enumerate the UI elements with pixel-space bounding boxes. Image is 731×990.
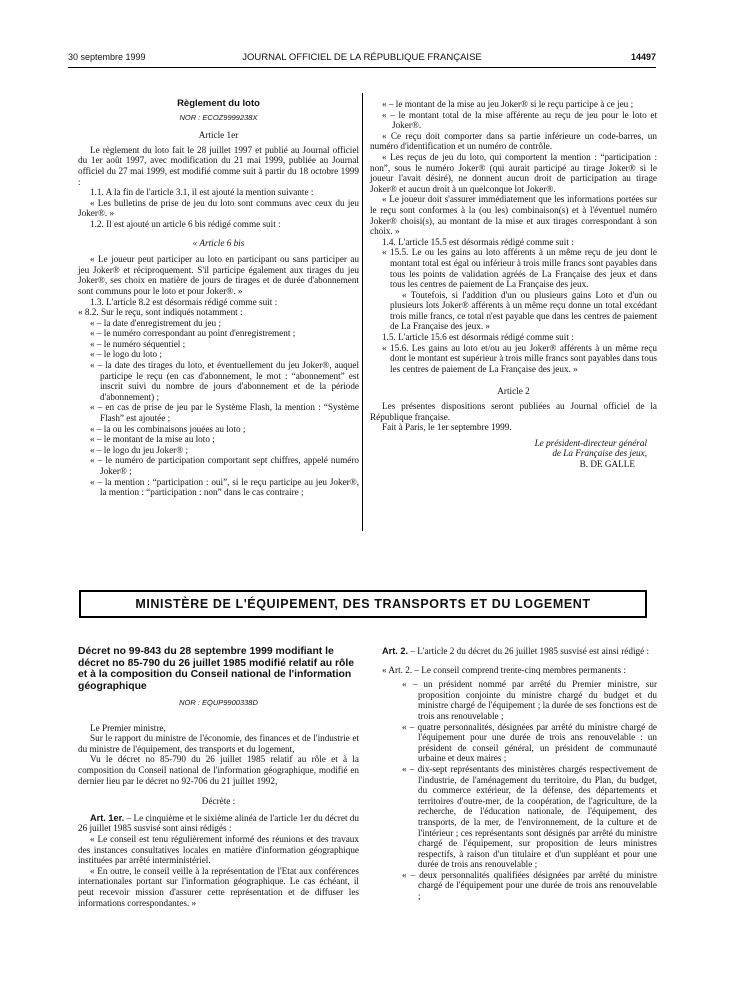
list-item: « – la ou les combinaisons jouées au loto ; — [90, 423, 246, 434]
member-item-text: – deux personnalités qualifiées désignées par arrêté du ministre chargé de l'équipement pour une durée de trois ans renouvelable ; — [410, 869, 658, 902]
loto-paragraph: 1.3. L'article 8.2 est désormais rédigé comme suit : — [90, 296, 278, 307]
article-2-quote: « Art. 2. – Le conseil comprend trente-cinq membres permanents : — [382, 664, 626, 675]
decret-right-column — [370, 646, 657, 902]
article-15-5-cont: « Toutefois, si l'addition d'un ou plusieurs gains Loto et d'un ou plusieurs lots Joker® afférents à un même reçu donne un total excédant trois mille francs, ce total n'est payable que dans les centres de paiement de La Française des jeux. » — [390, 289, 657, 332]
loto-title: Règlement du loto — [177, 98, 260, 109]
list-item: « – la mention : “participation : oui”, si le reçu participe au jeu Joker®, la mention : “participation : non” dans le cas contraire ; — [90, 476, 359, 498]
list-item: « – le montant de la mise au loto ; — [90, 434, 215, 445]
member-item-text: – quatre personnalités, désignées par arrêté du ministre chargé de l'équipement pour une durée de trois ans renouvelable : un président de conseil général, un président de communauté urbaine et deux maires ; — [409, 721, 658, 764]
loto-paragraph: « Le joueur doit s'assurer immédiatement que les informations portées sur le reçu sont conformes à la (ou les) combinaison(s) et à l'éventuel numéro Joker® choisi(s), au montant de la mise et aux tirages correspondant à son choix. » — [370, 194, 657, 237]
decrete: Décrète : — [201, 796, 236, 807]
article-2-decret — [370, 646, 657, 657]
member-item: « – quatre personnalités, désignées par arrêté du ministre chargé de l'équipement pour une durée de trois ans renouvelable : un président de conseil général, un président de communauté urbaine et deux maires ; — [402, 721, 658, 764]
list-item: « – la date des tirages du loto, et éventuellement du jeu Joker®, auquel participe le reçu (en cas d'abonnement, le mot : “abonnement” est inscrit suivi du nombre de jours d'abonnement et de la période d'abonnement) ; — [90, 360, 359, 402]
list-item: « – le numéro séquentiel ; — [90, 338, 186, 349]
loto-paragraph: 1.1. A la fin de l'article 3.1, il est ajouté la mention suivante : — [90, 187, 314, 198]
article-2-label: Art. 2. — [382, 646, 409, 656]
member-item-text: – un président nommé par arrêté du Premier ministre, sur proposition conjointe du ministre chargé du budget et du ministre chargé de l'équipement ; la durée de ses fonctions est de trois ans renouvelable ; — [412, 679, 658, 721]
list-item: « – la date d'enregistrement du jeu ; — [90, 317, 222, 328]
decret-paragraph: Vu le décret no 85-790 du 26 juillet 1985 relatif au rôle et à la composition du Conseil national de l'information géographique, modifié en dernier lieu par le décret no 92-706 du 21 juillet 1992, — [78, 754, 359, 786]
member-item-text: – dix-sept représentants des ministères chargés respectivement de l'industrie, de l'aménagement du territoire, du Plan, du budget, du commerce extérieur, de la défense, des départements et territoires d'outre-mer, de la coopération, de l'agriculture, de la recherche, de l'éducation nationale, de l'équipement, des transports, de la mer, de l'environnement, de la culture et de l'intérieur ; ces représentants sont désignés par arrêté du ministre chargé de l'équipement, sur proposition de leurs ministres respectifs, à raison d'un titulaire et d'un suppléant et pour une durée de trois ans renouvelable ; — [409, 763, 658, 870]
list-item: « – le numéro de participation comportant sept chiffres, appelé numéro Joker® ; — [90, 455, 359, 476]
article-1-text: – Le cinquième et le sixième alinéa de l'article 1er du décret du 26 juillet 1985 susvisé sont ainsi rédigés : — [78, 812, 359, 834]
article-2-text: – L'article 2 du décret du 26 juillet 1985 susvisé est ainsi rédigé : — [410, 646, 650, 656]
list-item: « – le montant de la mise au jeu Joker® si le reçu participe à ce jeu ; — [382, 99, 634, 109]
loto-paragraph: 1.4. L'article 15.5 est désormais rédigé comme suit : — [382, 236, 574, 247]
loto-paragraph: « Le joueur peut participer au loto en participant ou sans participer au jeu Joker® et réciproquement. S'il participe également aux tirages du jeu Joker®, ses choix en matière de jours de tirages et de durée d'abonnement sont communs pour le loto et pour Joker®. » — [78, 254, 359, 296]
page-number: 14497 — [630, 52, 656, 62]
loto-paragraph: « Les bulletins de prise de jeu du loto sont communs avec ceux du jeu Joker®. » — [78, 197, 359, 219]
column-divider — [362, 93, 363, 531]
ministry-banner — [79, 590, 647, 618]
decret-nor: NOR : EQUP9900338D — [179, 698, 258, 707]
loto-paragraph: Le règlement du loto fait le 28 juillet 1997 et publié au Journal officiel du 1er août 1997, avec modification du 21 mai 1999, publiée au Journal officiel du 27 mai 1999, est modifié comme suit à partir du 18 octobre 1999 : — [78, 144, 359, 187]
header-date: 30 septembre 1999 — [68, 52, 146, 62]
member-item: « – deux personnalités qualifiées désignées par arrêté du ministre chargé de l'équipement pour une durée de trois ans renouvelable ; — [402, 869, 658, 902]
list-item: « – en cas de prise de jeu par le Système Flash, la mention : “Système Flash” est ajoutée ; — [90, 402, 359, 424]
decret-paragraph: « En outre, le conseil veille à la représentation de l'Etat aux conférences internationales portant sur l'information géographique. Le cas échéant, il peut recevoir mission d'assurer cette représentation et de diffuser les informations correspondantes. » — [78, 865, 359, 908]
member-item: « – un président nommé par arrêté du Premier ministre, sur proposition conjointe du ministre chargé du budget et du ministre chargé de l'équipement ; la durée de ses fonctions est de trois ans renouvelable ; — [402, 679, 658, 721]
article-2-heading: Article 2 — [497, 386, 530, 397]
loto-paragraph: « Les reçus de jeu du loto, qui comportent la mention : “participation : non”, sous le numéro Joker® (qui aurait participé au tirage Joker® si le joueur l'avait désiré), ne donnent aucun droit de participation au tirage Joker® et aucun droit à un quelconque lot Joker®. — [370, 151, 657, 194]
list-item: « – le logo du loto ; — [90, 349, 162, 360]
page-header — [68, 52, 656, 66]
list-item: « – le numéro correspondant au point d'enregistrement ; — [90, 328, 296, 339]
decret-paragraph: « Le conseil est tenu régulièrement informé des réunions et des travaux des instances consultatives locales en matière d'information géographique instituées par arrêté interministériel. — [78, 833, 359, 866]
member-item: « – dix-sept représentants des ministères chargés respectivement de l'industrie, de l'aménagement du territoire, du Plan, du budget, du commerce extérieur, de la défense, des départements et territoires d'outre-mer, de la coopération, de l'agriculture, de la recherche, de l'éducation nationale, de l'équipement, des transports, de la mer, de l'environnement, de la culture et de l'intérieur ; ces représentants sont désignés par arrêté du ministre chargé de l'équipement, sur proposition de leurs ministres respectifs, à raison d'un titulaire et d'un suppléant et pour une durée de trois ans renouvelable ; — [402, 763, 658, 870]
journal-title: JOURNAL OFFICIEL DE LA RÉPUBLIQUE FRANÇAISE — [242, 52, 482, 63]
loto-nor: NOR : ECOZ9999238X — [179, 112, 258, 122]
loto-paragraph: 1.2. Il est ajouté un article 6 bis rédigé comme suit : — [90, 218, 281, 229]
loto-paragraph: 1.5. L'article 15.6 est désormais rédigé comme suit : — [382, 332, 574, 343]
signature-title: de La Française des jeux, — [552, 448, 647, 459]
article-15-6: « 15.6. Les gains au loto et/ou au jeu Joker® afférents à un même reçu dont le montant est supérieur à trois mille francs sont payables dans tous les centres de paiement de La Française des jeux. » — [382, 342, 657, 374]
decret-paragraph: Le Premier ministre, — [90, 722, 166, 733]
article-1-heading: Article 1er — [198, 130, 239, 141]
list-item: « – le logo du jeu Joker® ; — [90, 444, 189, 455]
loto-left-column — [78, 99, 359, 498]
loto-paragraph: « Ce reçu doit comporter dans sa partie inférieure un code-barres, un numéro d'identification et un numéro de contrôle. — [370, 130, 657, 152]
list-item: « – le montant total de la mise afférente au reçu de jeu pour le loto et Joker®. — [382, 109, 657, 131]
loto-paragraph: « 8.2. Sur le reçu, sont indiqués notamment : — [78, 307, 243, 318]
fait-a-paris: Fait à Paris, le 1er septembre 1999. — [382, 422, 512, 433]
article-1-decret — [78, 813, 359, 834]
article-15-5: « 15.5. Le ou les gains au loto afférents à un même reçu de jeu dont le montant total est égal ou inférieur à trois mille francs sont payables dans tous les points de validation agréés de La Française des jeux et dans tous les centres de paiement de La Française des jeux. — [382, 247, 657, 290]
signature-title: Le président-directeur général — [534, 437, 647, 448]
loto-right-column — [370, 99, 657, 470]
ministry-banner-text: MINISTÈRE DE L'ÉQUIPEMENT, DES TRANSPORTS ET DU LOGEMENT — [135, 597, 591, 611]
article-1-label: Art. 1er. — [90, 812, 125, 823]
decret-left-column — [78, 646, 359, 908]
decret-paragraph: Sur le rapport du ministre de l'économie, des finances et de l'industrie et du ministre de l'équipement, des transports et du logement, — [78, 733, 359, 754]
header-rule — [68, 67, 656, 68]
signature-name: B. DE GALLE — [579, 459, 635, 469]
decret-title: Décret no 99-843 du 28 septembre 1999 modifiant le décret no 85-790 du 26 juillet 1985 modifié relatif au rôle et à la composition du Conseil national de l'information géographique — [78, 646, 355, 692]
article-2-text: Les présentes dispositions seront publiées au Journal officiel de la République française. — [370, 401, 657, 422]
article-6bis-heading: « Article 6 bis — [192, 237, 245, 248]
